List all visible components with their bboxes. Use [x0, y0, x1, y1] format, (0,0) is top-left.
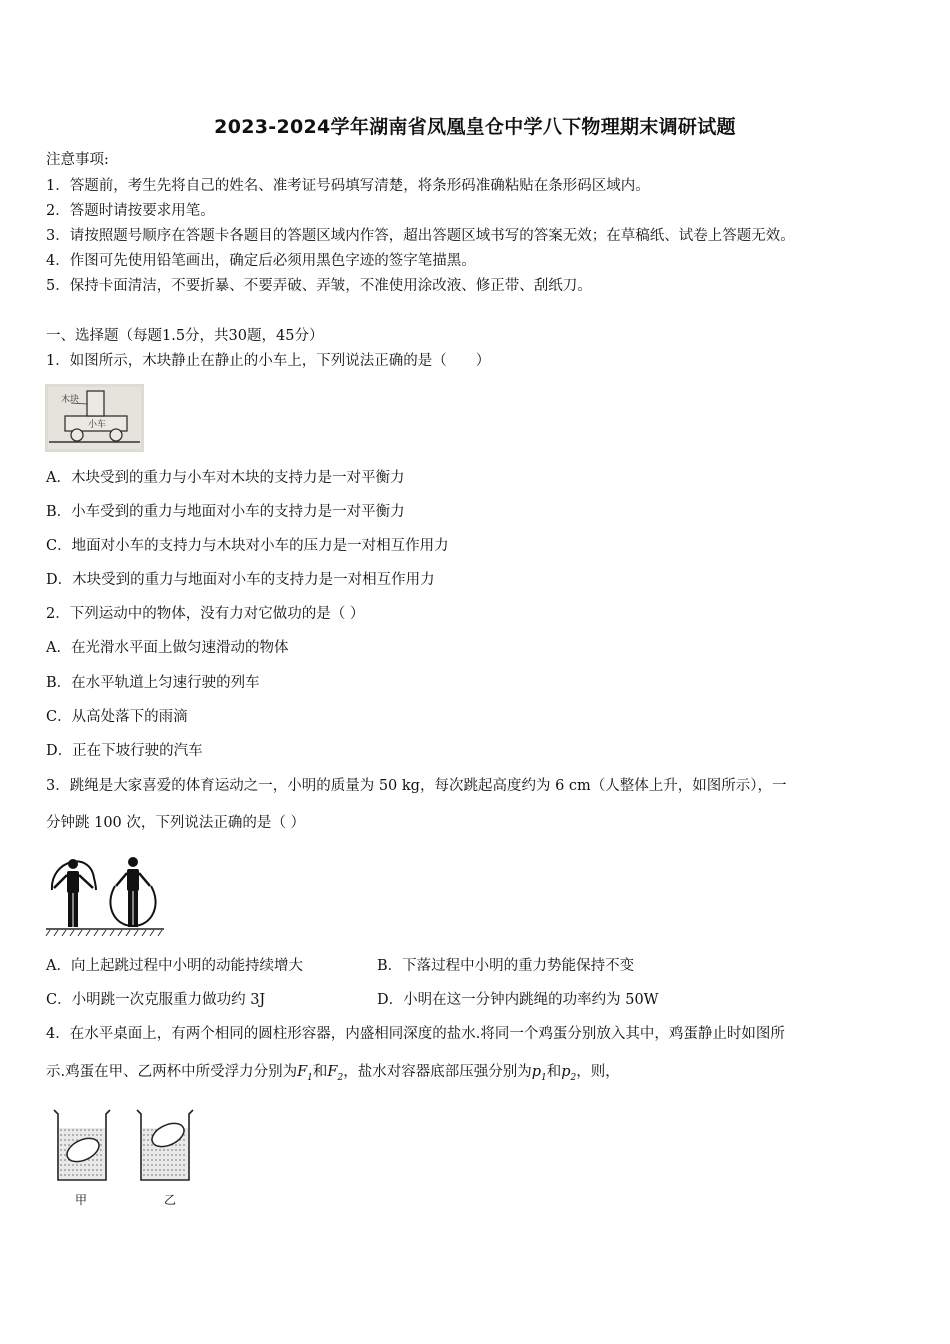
beaker-label-jia: 甲 [75, 1193, 88, 1207]
rope-jump-drawing [44, 850, 166, 938]
q1-option-a: A．木块受到的重力与小车对木块的支持力是一对平衡力 [46, 470, 405, 486]
q2-option-c: C．从高处落下的雨滴 [46, 709, 188, 725]
q1-option-b: B．小车受到的重力与地面对小车的支持力是一对平衡力 [46, 504, 405, 520]
symbol-p1: $p_1$ [531, 1064, 547, 1083]
q4-stem-part-b: ，盐水对容器底部压强分别为 [343, 1064, 532, 1080]
q1-figure-block-on-cart [45, 384, 144, 452]
q4-and-2: 和 [546, 1064, 562, 1080]
q1-option-c: C．地面对小车的支持力与木块对小车的压力是一对相互作用力 [46, 538, 449, 554]
page-title: 2023-2024学年湖南省凤凰皇仓中学八下物理期末调研试题 [214, 116, 736, 138]
q3-option-b: B．下落过程中小明的重力势能保持不变 [377, 958, 635, 974]
q2-option-b: B．在水平轨道上匀速行驶的列车 [46, 675, 260, 691]
block-label: 木块 [61, 395, 80, 405]
q3-stem-line1: 3．跳绳是大家喜爱的体育运动之一，小明的质量为 50 kg，每次跳起高度约为 6 cm（人整体上升，如图所示），一 [46, 778, 787, 794]
q4-and-1: 和 [312, 1064, 328, 1080]
q1-option-d: D．木块受到的重力与地面对小车的支持力是一对相互作用力 [46, 572, 435, 588]
q3-stem-line2: 分钟跳 100 次，下列说法正确的是（ ） [46, 815, 306, 831]
q3-figure-rope-jump [44, 850, 166, 938]
q2-stem: 2．下列运动中的物体，没有力对它做功的是（ ） [46, 606, 365, 622]
q2-option-a: A．在光滑水平面上做匀速滑动的物体 [46, 640, 289, 656]
notice-heading: 注意事项: [46, 152, 109, 168]
beaker-label-yi: 乙 [164, 1193, 177, 1207]
q4-stem-line1: 4．在水平桌面上，有两个相同的圆柱形容器，内盛相同深度的盐水.将同一个鸡蛋分别放入其中，鸡蛋静止时如图所 [46, 1026, 785, 1042]
q3-option-d: D．小明在这一分钟内跳绳的功率约为 50W [377, 992, 659, 1008]
beakers-drawing [48, 1104, 208, 1190]
q3-option-c: C．小明跳一次克服重力做功约 3J [46, 992, 266, 1008]
notice-item-1: 1．答题前，考生先将自己的姓名、准考证号码填写清楚，将条形码准确粘贴在条形码区域内。 [46, 178, 650, 194]
notice-item-4: 4．作图可先使用铅笔画出，确定后必须用黑色字迹的签字笔描黑。 [46, 253, 476, 269]
symbol-F2: $F_2$ [327, 1064, 344, 1083]
symbol-F1: $F_1$ [297, 1064, 313, 1083]
notice-item-5: 5．保持卡面清洁，不要折暴、不要弄破、弄皱，不准使用涂改液、修正带、刮纸刀。 [46, 278, 592, 294]
section-heading: 一、选择题（每题1.5分，共30题，45分） [46, 328, 324, 344]
q2-option-d: D．正在下坡行驶的汽车 [46, 743, 203, 759]
q4-figure-egg-beakers [48, 1104, 208, 1210]
q3-option-a: A．向上起跳过程中小明的动能持续增大 [46, 958, 303, 974]
q4-stem-part-a: 示.鸡蛋在甲、乙两杯中所受浮力分别为 [46, 1064, 298, 1080]
q4-stem-line2 [46, 1062, 620, 1088]
notice-item-3: 3．请按照题号顺序在答题卡各题目的答题区域内作答，超出答题区域书写的答案无效；在草稿纸、试卷上答题无效。 [46, 228, 795, 244]
symbol-p2: $p_2$ [561, 1064, 577, 1083]
q1-stem: 1．如图所示，木块静止在静止的小车上，下列说法正确的是（ ） [46, 353, 491, 369]
notice-item-2: 2．答题时请按要求用笔。 [46, 203, 215, 219]
cart-label: 小车 [88, 420, 107, 430]
q4-stem-part-c: ，则， [576, 1064, 620, 1080]
